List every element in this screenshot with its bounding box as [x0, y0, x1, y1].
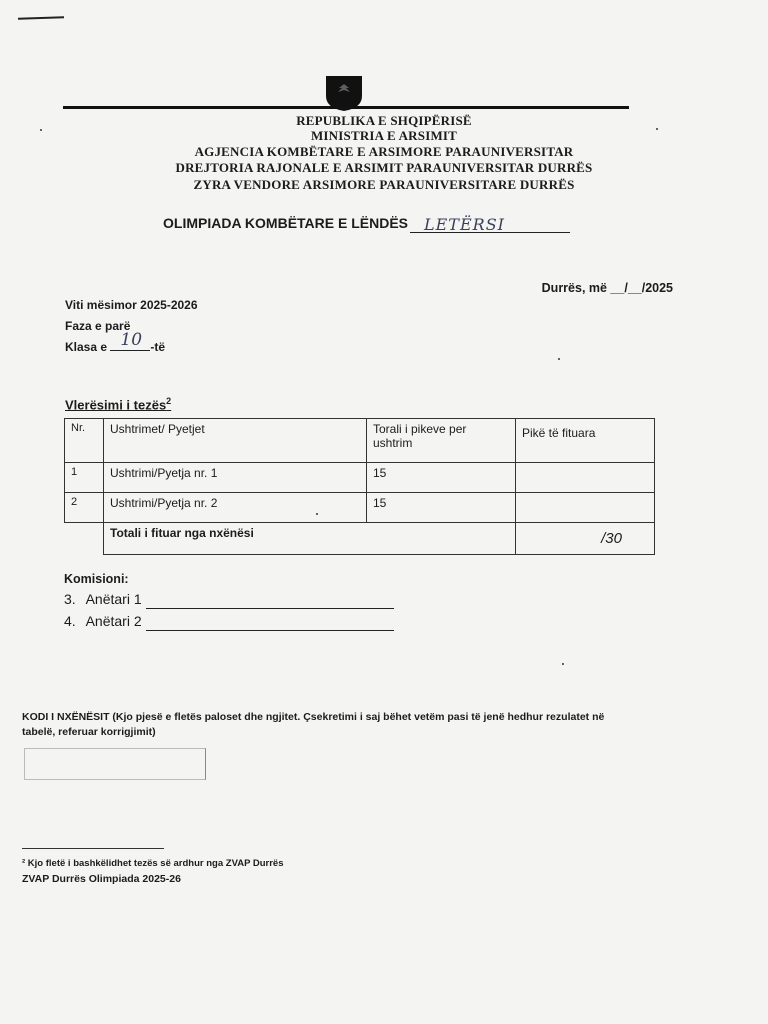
member-label: Anëtari 1: [85, 591, 142, 607]
scan-speck: [316, 513, 318, 515]
member-1-signature-line[interactable]: [146, 608, 394, 609]
title-prefix: OLIMPIADA KOMBËTARE E LËNDËS: [163, 215, 409, 231]
score-table: [64, 418, 655, 555]
scan-speck: [558, 358, 560, 360]
header-agency: AGJENCIA KOMBËTARE E ARSIMORE PARAUNIVERSITAR: [194, 144, 574, 159]
olympiad-title: [163, 215, 408, 231]
commission-member-2: [64, 613, 142, 629]
total-blank: [65, 523, 104, 555]
commission-member-1: [64, 591, 142, 607]
class-label: [65, 330, 166, 354]
col-nr: Nr.: [65, 419, 104, 463]
scan-speck: [40, 129, 42, 131]
member-label: Anëtari 2: [85, 613, 142, 629]
scan-mark: [18, 16, 64, 20]
total-row: [65, 523, 655, 555]
scan-speck: [562, 663, 564, 665]
assessment-heading: [65, 396, 171, 412]
date-line: Durrës, më __/__/2025: [541, 281, 673, 295]
assessment-heading-text: Vlerësimi i tezës: [65, 397, 167, 413]
student-code-text: [22, 710, 662, 740]
phase: Faza e parë: [65, 319, 131, 333]
total-value: /30: [516, 523, 655, 555]
student-code-box[interactable]: [24, 748, 206, 780]
table-row: [65, 463, 655, 493]
row-points: 15: [367, 463, 516, 493]
header-office: ZYRA VENDORE ARSIMORE PARAUNIVERSITARE DURRËS: [193, 177, 575, 192]
member-2-signature-line[interactable]: [146, 630, 394, 631]
footnote-text: ² Kjo fletë i bashkëlidhet tezës së ardhur nga ZVAP Durrës: [22, 858, 284, 869]
footnote-code: ZVAP Durrës Olimpiada 2025-26: [22, 873, 181, 885]
total-label: Totali i fituar nga nxënësi: [104, 523, 516, 555]
row-nr: 2: [65, 493, 104, 523]
row-points: 15: [367, 493, 516, 523]
class-suffix: -të: [150, 340, 166, 354]
table-row: [65, 493, 655, 523]
row-earned[interactable]: [516, 493, 655, 523]
header-rule: [63, 106, 629, 109]
table-header-row: [65, 419, 655, 463]
member-num: 4.: [64, 613, 76, 629]
col-earned: Pikë të fituara: [516, 419, 655, 463]
member-num: 3.: [64, 591, 76, 607]
class-prefix: Klasa e: [65, 340, 108, 354]
scan-speck: [656, 128, 658, 130]
student-code-line-1: KODI I NXËNËSIT (Kjo pjesë e fletës paloset dhe ngjitet. Çsekretimi i saj bëhet vetëm pasi të jenë hedhur rezulatet në: [22, 711, 605, 723]
col-total-points: Torali i pikeve per ushtrim: [367, 419, 516, 463]
subject-handwritten: LETËRSI: [424, 215, 505, 234]
col-exercises: Ushtrimet/ Pyetjet: [104, 419, 367, 463]
footnote-rule: [22, 848, 164, 849]
student-code-line-2: tabelë, referuar korrigjimit): [22, 726, 156, 738]
row-earned[interactable]: [516, 463, 655, 493]
header-republic: REPUBLIKA E SHQIPËRISË: [296, 113, 472, 128]
row-nr: 1: [65, 463, 104, 493]
row-label: Ushtrimi/Pyetja nr. 2: [104, 493, 367, 523]
class-value-handwritten: 10: [120, 330, 143, 350]
header-directorate: DREJTORIA RAJONALE E ARSIMIT PARAUNIVERSITAR DURRËS: [175, 160, 593, 175]
school-year: Viti mësimor 2025-2026: [65, 298, 198, 312]
row-label: Ushtrimi/Pyetja nr. 1: [104, 463, 367, 493]
header-ministry: MINISTRIA E ARSIMIT: [310, 128, 458, 143]
footnote-mark: 2: [166, 396, 172, 406]
commission-heading: Komisioni:: [64, 572, 129, 586]
